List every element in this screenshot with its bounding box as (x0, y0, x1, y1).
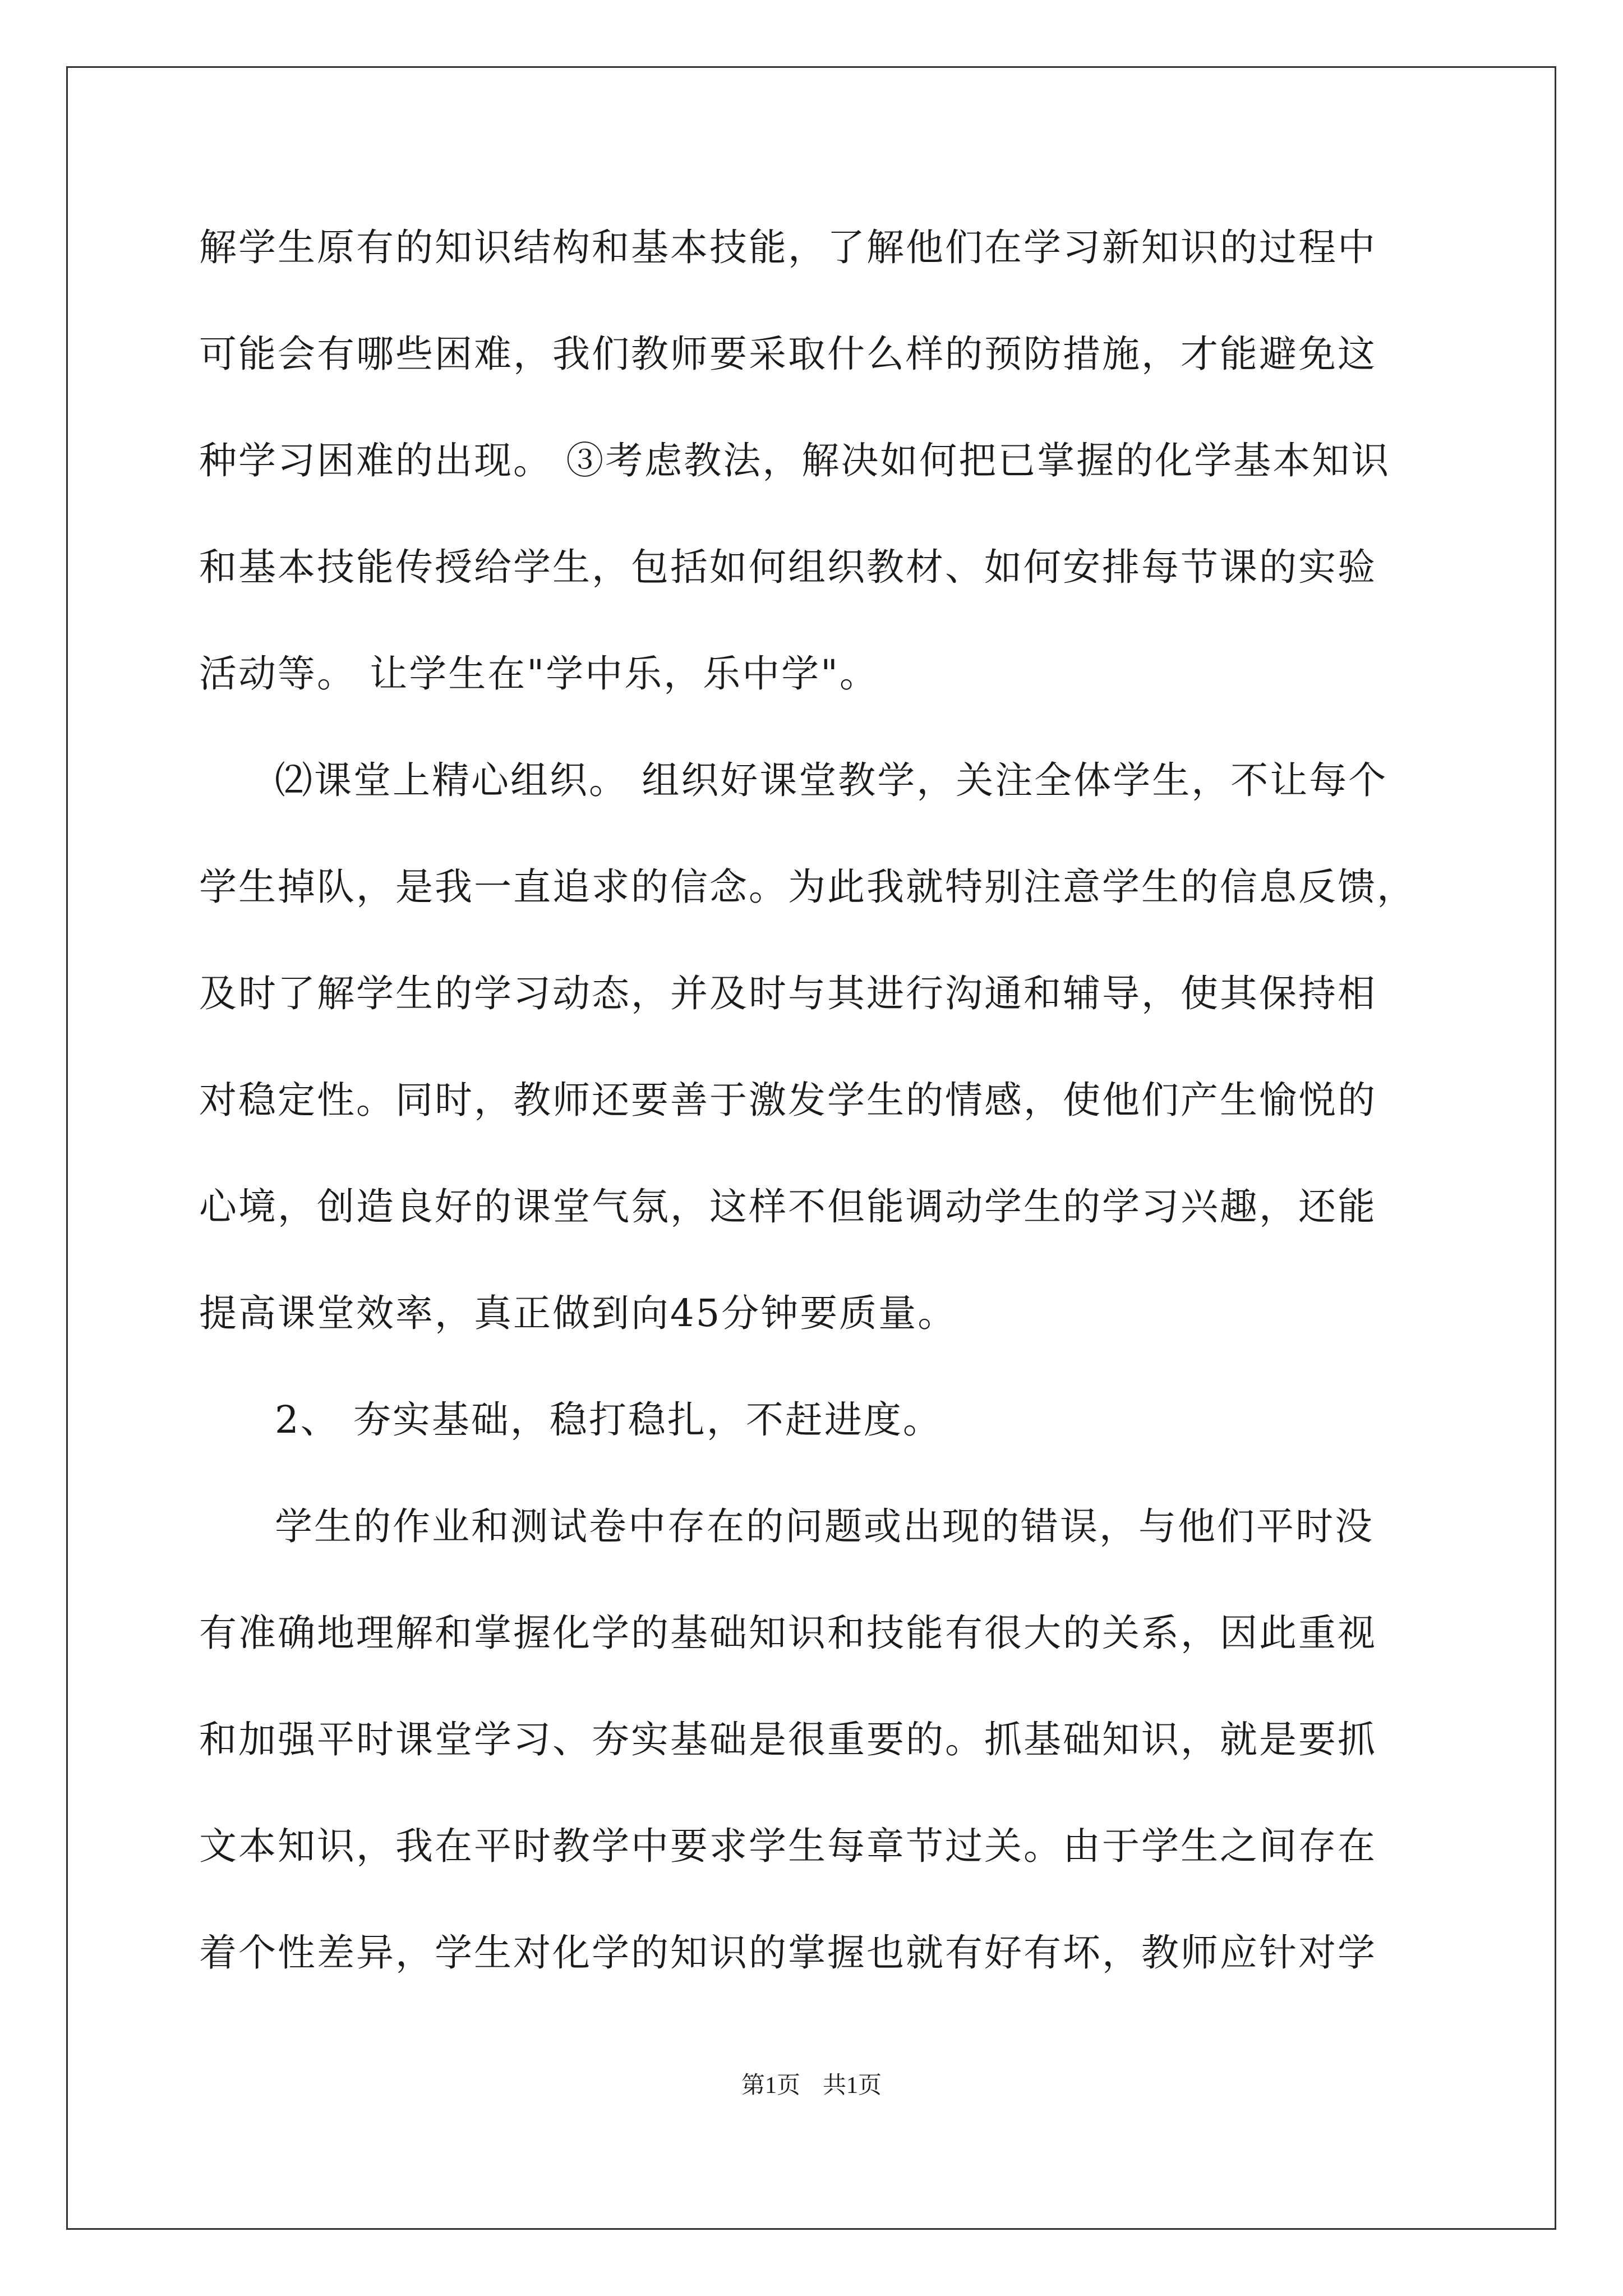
paragraph-start-line: 学生的作业和测试卷中存在的问题或出现的错误，与他们平时没 (275, 1504, 1374, 1548)
body-line: 着个性差异，学生对化学的知识的掌握也就有好有坏，教师应针对学 (199, 1931, 1377, 1975)
section-heading: 2、 夯实基础，稳打稳扎，不赶进度。 (275, 1398, 942, 1442)
page-number: 第1页 (741, 2073, 800, 2099)
page-border (66, 66, 1556, 2230)
body-line: 学生掉队，是我一直追求的信念。为此我就特别注意学生的信息反馈， (199, 865, 1416, 909)
body-line: 解学生原有的知识结构和基本技能，了解他们在学习新知识的过程中 (199, 226, 1377, 269)
body-line: 心境，创造良好的课堂气氛，这样不但能调动学生的学习兴趣，还能 (199, 1185, 1377, 1228)
body-line: 文本知识，我在平时教学中要求学生每章节过关。由于学生之间存在 (199, 1824, 1377, 1868)
paragraph-start-line: ⑵课堂上精心组织。 组织好课堂教学，关注全体学生，不让每个 (275, 758, 1388, 802)
body-line: 活动等。 让学生在"学中乐，乐中学"。 (199, 652, 879, 696)
body-line: 及时了解学生的学习动态，并及时与其进行沟通和辅导，使其保持相 (199, 972, 1377, 1015)
body-line: 可能会有哪些困难，我们教师要采取什么样的预防措施，才能避免这 (199, 332, 1377, 376)
body-line: 提高课堂效率，真正做到向45分钟要质量。 (199, 1291, 957, 1335)
body-line: 对稳定性。同时，教师还要善于激发学生的情感，使他们产生愉悦的 (199, 1078, 1377, 1122)
body-line: 和加强平时课堂学习、夯实基础是很重要的。抓基础知识，就是要抓 (199, 1718, 1377, 1761)
body-line: 和基本技能传授给学生，包括如何组织教材、如何安排每节课的实验 (199, 545, 1377, 589)
page-footer (0, 2072, 1623, 2100)
body-line: 有准确地理解和掌握化学的基础知识和技能有很大的关系，因此重视 (199, 1611, 1377, 1655)
body-line: 种学习困难的出现。 ③考虑教法，解决如何把已掌握的化学基本知识 (199, 439, 1391, 482)
page-total: 共1页 (823, 2073, 882, 2099)
